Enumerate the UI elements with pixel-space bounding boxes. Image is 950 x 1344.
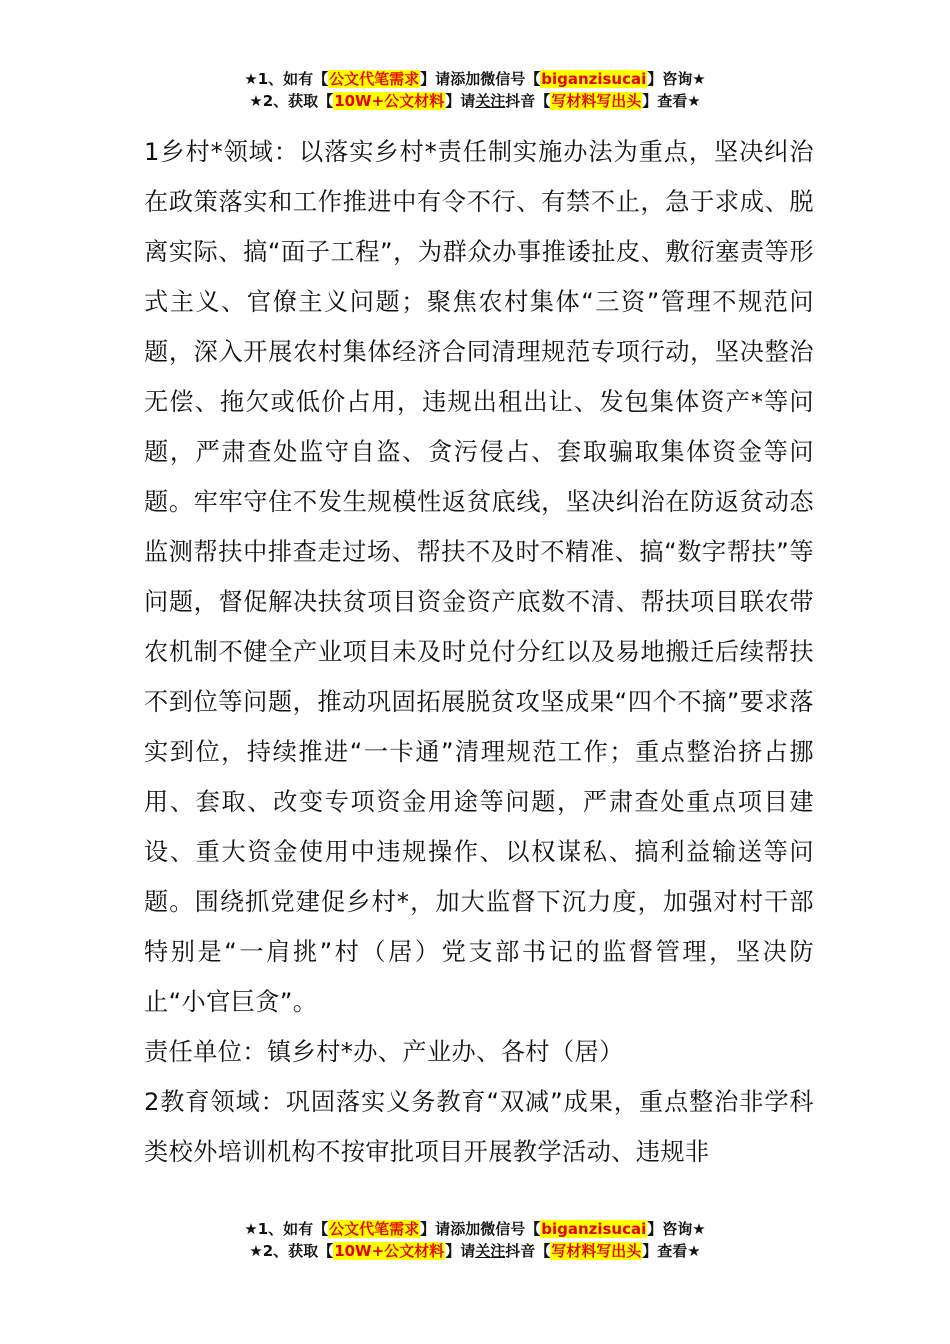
banner-text: 】请 (445, 1242, 476, 1260)
banner-emphasis: 关注 (475, 92, 506, 110)
highlight-service: 公文代笔需求 (329, 70, 420, 88)
header-banner-line-2 (0, 90, 950, 112)
paragraph-rural-field: 1乡村*领域：以落实乡村*责任制实施办法为重点，坚决纠治在政策落实和工作推进中有令不行、有禁不止，急于求成、脱离实际、搞“面子工程”，为群众办事推诿扯皮、敷衍塞责等形式主义、官僚主义问题；聚焦农村集体“三资”管理不规范问题，深入开展农村集体经济合同清理规范专项行动，坚决整治无偿、拖欠或低价占用，违规出租出让、发包集体资产*等问题，严肃查处监守自盗、贪污侵占、套取骗取集体资金等问题。牢牢守住不发生规模性返贫底线，坚决纠治在防返贫动态监测帮扶中排查走过场、帮扶不及时不精准、搞“数字帮扶”等问题，督促解决扶贫项目资金资产底数不清、帮扶项目联农带农机制不健全产业项目未及时兑付分红以及易地搬迁后续帮扶不到位等问题，推动巩固拓展脱贫攻坚成果“四个不摘”要求落实到位，持续推进“一卡通”清理规范工作；重点整治挤占挪用、套取、改变专项资金用途等问题，严肃查处重点项目建设、重大资金使用中违规操作、以权谋私、搞利益输送等问题。围绕抓党建促乡村*，加大监督下沉力度，加强对村干部特别是“一肩挑”村（居）党支部书记的监督管理，坚决防止“小官巨贪”。 (144, 138, 814, 1016)
banner-emphasis: 添加 (450, 70, 481, 88)
footer-banner (0, 1218, 950, 1262)
document-body (144, 127, 814, 1177)
banner-text: 】请 (420, 1220, 451, 1238)
paragraph-responsible-units: 责任单位：镇乡村*办、产业办、各村（居） (144, 1038, 624, 1066)
banner-text: 抖音【 (505, 92, 551, 110)
banner-text: 】查看★ (642, 1242, 701, 1260)
banner-text: 微信号【 (480, 70, 541, 88)
highlight-douyin-account: 写材料写出头 (551, 1242, 642, 1260)
banner-text: ★1、如有【 (244, 1220, 329, 1238)
banner-text: 】请 (420, 70, 451, 88)
highlight-materials: 10W+公文材料 (334, 1242, 445, 1260)
banner-text: ★1、如有【 (244, 70, 329, 88)
banner-emphasis: 添加 (450, 1220, 481, 1238)
highlight-douyin-account: 写材料写出头 (551, 92, 642, 110)
banner-emphasis: 关注 (475, 1242, 506, 1260)
banner-text: 】咨询★ (647, 70, 706, 88)
banner-text: 微信号【 (480, 1220, 541, 1238)
banner-text: 】咨询★ (647, 1220, 706, 1238)
highlight-wechat-id: biganzisucai (541, 70, 647, 88)
banner-text: ★2、获取【 (249, 1242, 334, 1260)
banner-text: 】查看★ (642, 92, 701, 110)
banner-text: 抖音【 (505, 1242, 551, 1260)
paragraph-education-field: 2教育领域：巩固落实义务教育“双减”成果，重点整治非学科类校外培训机构不按审批项目开展教学活动、违规非 (144, 1088, 814, 1166)
banner-text: ★2、获取【 (249, 92, 334, 110)
footer-banner-line-2 (0, 1240, 950, 1262)
highlight-materials: 10W+公文材料 (334, 92, 445, 110)
header-banner-line-1 (0, 68, 950, 90)
banner-text: 】请 (445, 92, 476, 110)
highlight-service: 公文代笔需求 (329, 1220, 420, 1238)
highlight-wechat-id: biganzisucai (541, 1220, 647, 1238)
header-banner (0, 68, 950, 112)
footer-banner-line-1 (0, 1218, 950, 1240)
